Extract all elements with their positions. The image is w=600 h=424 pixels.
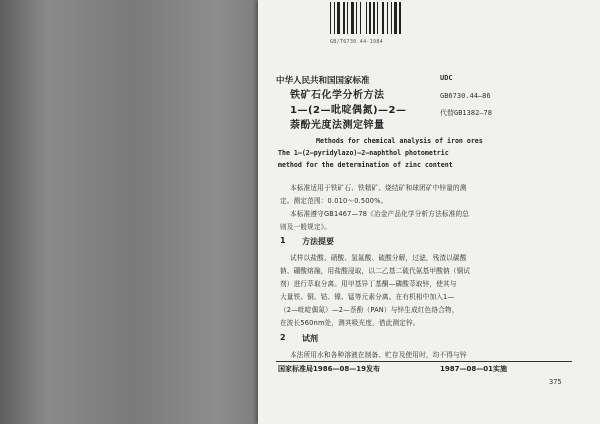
title-line-3: 萘酚光度法测定锌量 [290, 120, 385, 131]
title-line-1: 铁矿石化学分析方法 [290, 90, 385, 101]
barcode [330, 0, 420, 36]
section-2-heading: 试剂 [302, 334, 318, 343]
section-2-number: 2 [280, 333, 286, 342]
intro-line-2: 定。测定范围：0.010～0.500%。 [280, 197, 388, 205]
section-1-line-2: 钠、硼酸熔融，用盐酸浸取，以二乙基二硫代氨基甲酸钠（铜试 [280, 267, 471, 275]
intro-line-4: 则及一般规定》。 [280, 223, 332, 231]
barcode-stripe [382, 2, 384, 34]
section-1-line-4: 大量铁、铜、钴、镍、锰等元素分离。在有机相中加入1— [280, 293, 455, 301]
barcode-stripe [356, 2, 357, 34]
barcode-stripe [391, 2, 392, 34]
standard-label: 中华人民共和国国家标准 [276, 76, 370, 86]
barcode-stripe [351, 2, 354, 34]
replaces-code: 代替GB1382—78 [440, 109, 492, 117]
section-1-number: 1 [280, 236, 286, 245]
barcode-stripe [334, 2, 335, 34]
section-1-line-1: 试样以盐酸、硝酸、氢氟酸、硫酸分解，过滤，残渣以碳酸 [290, 254, 467, 262]
barcode-stripe [366, 2, 367, 34]
barcode-stripe [394, 2, 397, 34]
barcode-stripe [387, 2, 388, 34]
section-1-line-3: 剂）进行萃取分离。用甲基异丁基酮—磷酸萃取锌，使其与 [280, 280, 457, 288]
footer-rule [276, 361, 572, 362]
effective-date: 1987—08—01实施 [440, 365, 507, 373]
barcode-stripe [343, 2, 345, 34]
barcode-stripe [330, 2, 331, 34]
standard-code: GB6730.44—86 [440, 92, 491, 100]
intro-line-3: 本标准遵守GB1467—78《冶金产品化学分析方法标准的总 [290, 210, 470, 218]
barcode-stripe [360, 2, 361, 34]
english-title-line-2: The 1—(2—pyridylazo)—2—naphthol photometric [278, 149, 449, 157]
section-2-line-1: 本法所用水和各种溶液在制备、贮存及使用时，均不得与锌 [290, 351, 467, 359]
barcode-text: GB/T6730.44-1984 [330, 39, 383, 45]
barcode-stripe [337, 2, 340, 34]
section-1-line-6: 在波长560nm处，测其吸光度，借此测定锌。 [280, 319, 420, 327]
english-title-line-1: Methods for chemical analysis of iron ores [316, 137, 483, 145]
barcode-stripe [347, 2, 348, 34]
title-line-2: 1—(2—吡啶偶氮)—2— [290, 105, 407, 116]
section-1-heading: 方法提要 [302, 237, 334, 246]
page-number: 375 [549, 378, 562, 386]
barcode-stripe [399, 2, 401, 34]
section-1-line-5: （2—吡啶偶氮）—2—萘酚（PAN）与锌生成红色络合物， [280, 306, 459, 314]
intro-line-1: 本标准适用于铁矿石、铁精矿、烧结矿和球团矿中锌量的测 [290, 184, 467, 192]
barcode-stripe [373, 2, 375, 34]
english-title-line-3: method for the determination of zinc content [278, 161, 453, 169]
barcode-stripe [377, 2, 378, 34]
issued-date: 国家标准局1986—08—19发布 [278, 365, 380, 373]
udc-label: UDC [440, 74, 453, 82]
barcode-stripe [369, 2, 371, 34]
